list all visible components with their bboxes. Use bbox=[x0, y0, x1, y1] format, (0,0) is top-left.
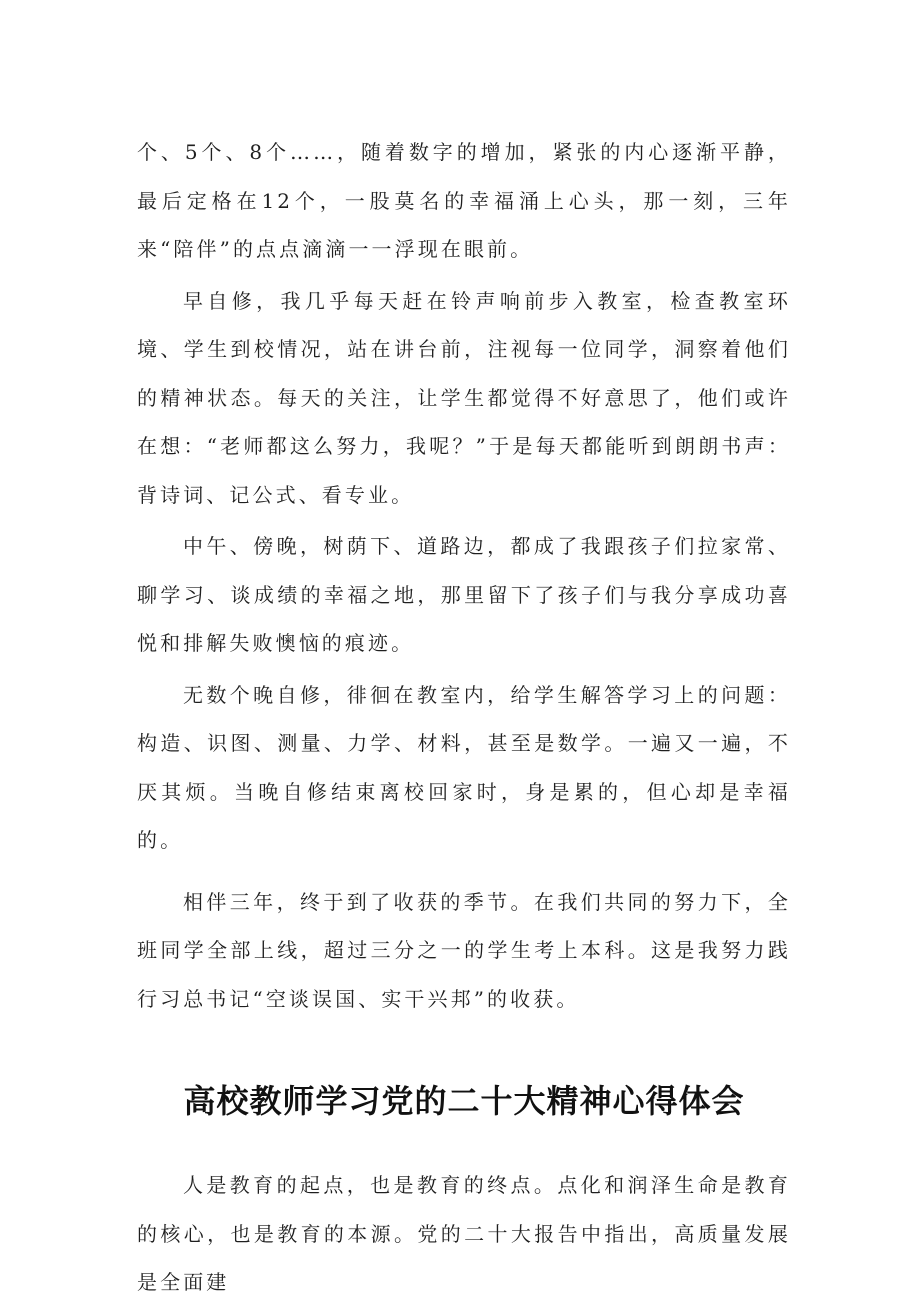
paragraph-noon-evening: 中午、傍晚，树荫下、道路边，都成了我跟孩子们拉家常、聊学习、谈成绩的幸福之地，那里留下了孩子们与我分享成功喜悦和排解失败懊恼的痕迹。 bbox=[137, 534, 791, 655]
paragraph-harvest: 相伴三年，终于到了收获的季节。在我们共同的努力下，全班同学全部上线，超过三分之一的学生考上本科。这是我努力践行习总书记“空谈误国、实干兴邦”的收获。 bbox=[137, 889, 791, 1011]
paragraph-morning-study: 早自修，我几乎每天赶在铃声响前步入教室，检查教室环境、学生到校情况，站在讲台前，注视每一位同学，洞察着他们的精神状态。每天的关注，让学生都觉得不好意思了，他们或许在想：“老师都这么努力，我呢？”于是每天都能听到朗朗书声：背诗词、记公式、看专业。 bbox=[137, 288, 791, 507]
section-title: 高校教师学习党的二十大精神心得体会 bbox=[183, 1082, 745, 1120]
paragraph-education-origin: 人是教育的起点，也是教育的终点。点化和润泽生命是教育的核心，也是教育的本源。党的二十大报告中指出，高质量发展是全面建 bbox=[137, 1173, 791, 1294]
document-body bbox=[137, 128, 791, 1307]
paragraph-continuation: 个、5个、8个……，随着数字的增加，紧张的内心逐渐平静，最后定格在12个，一股莫名的幸福涌上心头，那一刻，三年来“陪伴”的点点滴滴一一浮现在眼前。 bbox=[137, 140, 791, 261]
paragraph-evening-study: 无数个晚自修，徘徊在教室内，给学生解答学习上的问题：构造、识图、测量、力学、材料，甚至是数学。一遍又一遍，不厌其烦。当晚自修结束离校回家时，身是累的，但心却是幸福的。 bbox=[137, 682, 791, 852]
